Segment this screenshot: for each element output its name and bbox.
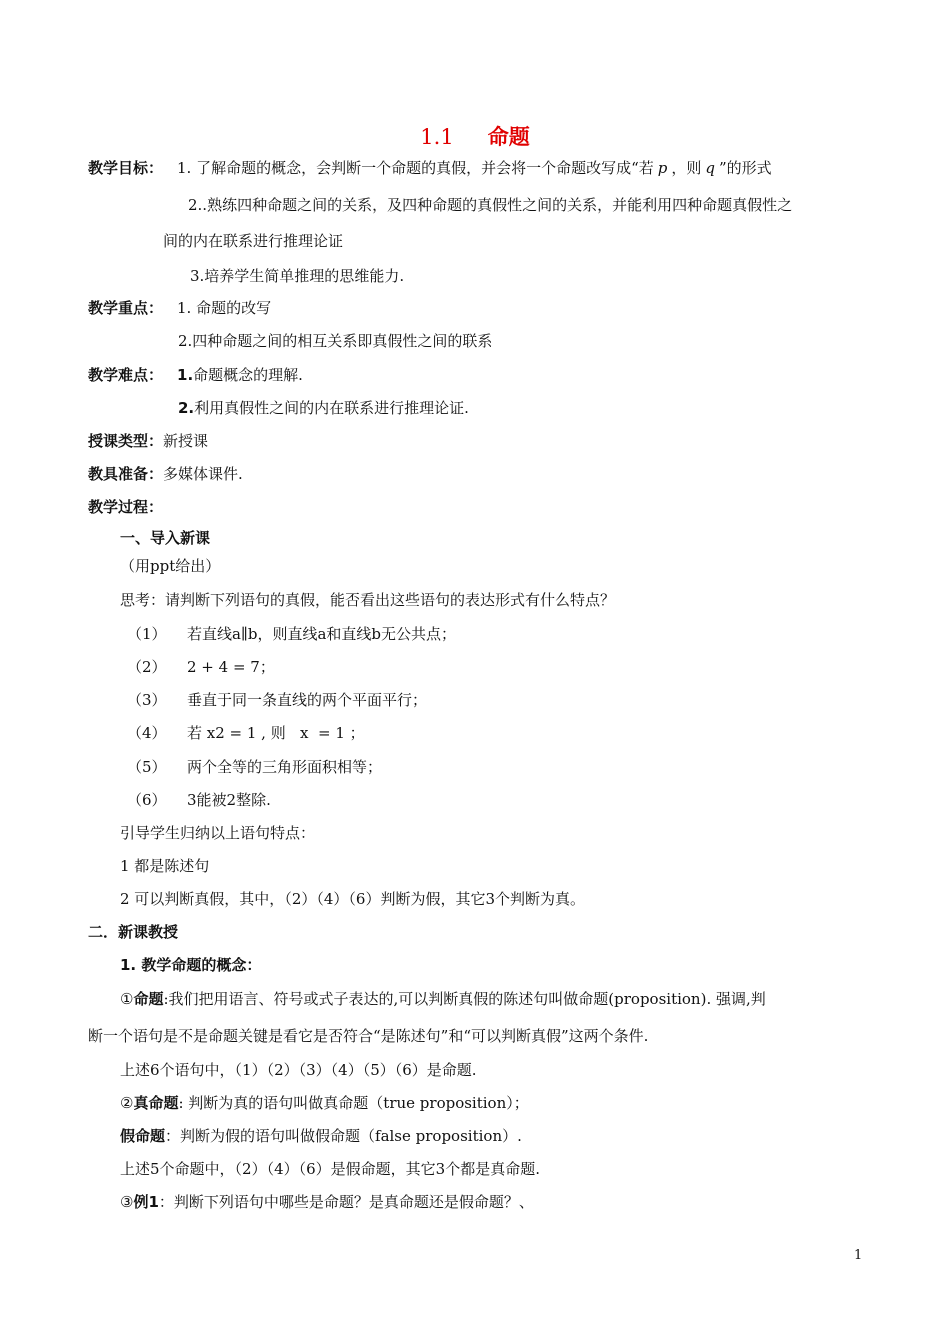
false-proposition-text: ：判断为假的语句叫做假命题（false proposition）. <box>165 1127 522 1145</box>
difficulties-line-2 <box>178 398 469 418</box>
objective-2-line-a: 2..熟练四种命题之间的关系，及四种命题的真假性之间的关系，并能利用四种命题真假性之 <box>188 196 793 214</box>
objective-1-q: q <box>705 159 716 177</box>
process-label: 教学过程： <box>88 498 164 516</box>
definition-text-a: :我们把用语言、符号或式子表达的,可以判断真假的陈述句叫做命题(proposition). 强调,判 <box>163 990 766 1008</box>
true-false-note: 上述5个命题中，（2）（4）（6）是假命题，其它3个都是真命题. <box>120 1160 540 1178</box>
section-1-note: （用ppt给出） <box>120 557 221 575</box>
difficulties-line-1 <box>88 365 303 385</box>
difficulty-1-num: 1. <box>177 366 194 384</box>
list-item-number: （3） <box>127 691 167 709</box>
difficulty-1-text: 命题概念的理解. <box>193 366 303 384</box>
objectives-line-1 <box>88 158 772 178</box>
key-point-1: 1. 命题的改写 <box>177 299 272 317</box>
definition-line-b: 断一个语句是不是命题关键是看它是否符合“是陈述句”和“可以判断真假”这两个条件. <box>88 1027 649 1045</box>
lesson-type-label: 授课类型： <box>88 432 164 450</box>
list-item <box>127 657 275 677</box>
objectives-label: 教学目标： <box>88 159 164 177</box>
key-point-2: 2.四种命题之间的相互关系即真假性之间的联系 <box>178 332 493 350</box>
section-1-point-2: 2 可以判断真假，其中，（2）（4）（6）判断为假，其它3个判断为真。 <box>120 890 585 908</box>
true-proposition-line <box>120 1093 529 1113</box>
objective-1-then: ，则 <box>671 159 702 177</box>
list-item <box>127 624 456 644</box>
list-item <box>127 723 365 743</box>
section-2-sub-1: 1. 教学命题的概念： <box>120 956 262 974</box>
objective-3: 3.培养学生简单推理的思维能力. <box>190 267 405 285</box>
section-1-question: 思考：请判断下列语句的真假，能否看出这些语句的表达形式有什么特点？ <box>120 591 616 609</box>
true-proposition-term: 真命题 <box>133 1094 179 1112</box>
list-item-text: 3能被2整除. <box>187 791 271 809</box>
list-item-number: （4） <box>127 724 167 742</box>
definition-term: 命题 <box>133 990 164 1008</box>
materials <box>88 464 243 484</box>
example-1-line <box>120 1192 534 1212</box>
difficulty-2-text: 利用真假性之间的内在联系进行推理论证. <box>194 399 469 417</box>
title-text: 命题 <box>487 125 530 149</box>
section-1-point-1: 1 都是陈述句 <box>120 857 210 875</box>
materials-label: 教具准备： <box>88 465 164 483</box>
key-points-label: 教学重点： <box>88 299 164 317</box>
example-1-text: ：判断下列语句中哪些是命题？是真命题还是假命题？、 <box>158 1193 534 1211</box>
list-item-number: （6） <box>127 791 167 809</box>
definition-line-a <box>120 989 766 1009</box>
list-item <box>127 690 427 710</box>
circled-2-icon: ② <box>120 1094 134 1112</box>
section-1-summary: 引导学生归纳以上语句特点： <box>120 824 316 842</box>
list-item-number: （1） <box>127 625 167 643</box>
false-proposition-term: 假命题 <box>120 1127 166 1145</box>
example-1-term: 例1 <box>133 1193 159 1211</box>
page-number: 1 <box>854 1248 863 1263</box>
list-item-text: 若直线a∥b，则直线a和直线b无公共点； <box>187 625 457 643</box>
list-item-number: （5） <box>127 758 167 776</box>
lesson-type-value: 新授课 <box>163 432 209 450</box>
section-2-heading: 二．新课教授 <box>88 923 179 941</box>
objective-1-text: 1. 了解命题的概念，会判断一个命题的真假，并会将一个命题改写成“若 <box>177 159 654 177</box>
list-item <box>127 790 271 810</box>
list-item-text: 若 x2 = 1 , 则 x = 1 ； <box>187 724 365 742</box>
objective-1-p: p <box>657 159 668 177</box>
title-number: 1.1 <box>420 125 454 149</box>
circled-1-icon: ① <box>120 990 134 1008</box>
list-item-text: 垂直于同一条直线的两个平面平行； <box>187 691 428 709</box>
list-item-number: （2） <box>127 658 167 676</box>
difficulties-label: 教学难点： <box>88 366 164 384</box>
section-1-heading: 一、导入新课 <box>120 529 211 547</box>
page-title <box>0 121 950 151</box>
false-proposition-line <box>120 1126 522 1146</box>
materials-value: 多媒体课件. <box>163 465 243 483</box>
difficulty-2-num: 2. <box>178 399 195 417</box>
key-points-line-1 <box>88 298 271 318</box>
list-item <box>127 757 382 777</box>
true-proposition-text: : 判断为真的语句叫做真命题（true proposition）； <box>178 1094 529 1112</box>
lesson-type <box>88 431 208 451</box>
definition-note: 上述6个语句中，（1）（2）（3）（4）（5）（6）是命题. <box>120 1061 477 1079</box>
list-item-text: 两个全等的三角形面积相等； <box>187 758 383 776</box>
objective-1-end: ”的形式 <box>719 159 772 177</box>
list-item-text: 2 + 4 = 7； <box>187 658 275 676</box>
circled-3-icon: ③ <box>120 1193 134 1211</box>
objective-2-line-b: 间的内在联系进行推理论证 <box>163 232 344 250</box>
